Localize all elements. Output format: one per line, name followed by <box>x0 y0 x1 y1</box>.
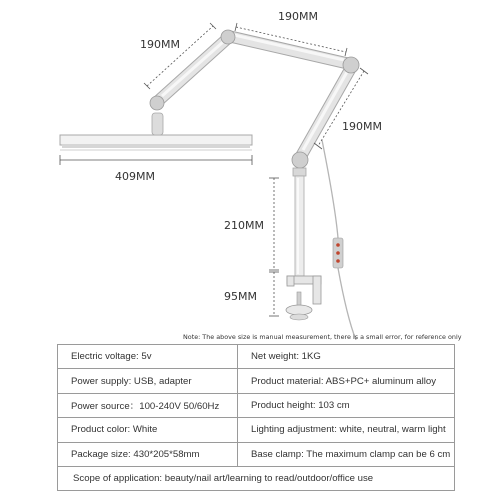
joint-top-right <box>343 57 359 73</box>
spec-package-size: Package size: 430*205*58mm <box>58 442 238 466</box>
dim-label-pole-height: 210MM <box>224 219 264 232</box>
spec-lighting-adjustment: Lighting adjustment: white, neutral, warm light <box>238 418 455 442</box>
lamp-neck <box>152 113 163 135</box>
dim-label-right-arm: 190MM <box>342 120 382 133</box>
spec-net-weight: Net weight: 1KG <box>238 345 455 369</box>
dim-label-lower-arm: 190MM <box>140 38 180 51</box>
table-row <box>58 418 455 442</box>
spec-base-clamp: Base clamp: The maximum clamp can be 6 cm <box>238 442 455 466</box>
joint-top-left <box>221 30 235 44</box>
spec-power-supply: Power supply: USB, adapter <box>58 369 238 393</box>
joint-head <box>150 96 164 110</box>
lamp-head <box>60 135 252 150</box>
table-row <box>58 393 455 417</box>
table-row <box>58 345 455 369</box>
dim-label-top-arm: 190MM <box>278 10 318 23</box>
spec-scope-of-application: Scope of application: beauty/nail art/learning to read/outdoor/office use <box>58 466 455 490</box>
top-arm <box>228 35 350 64</box>
spec-product-height: Product height: 103 cm <box>238 393 455 417</box>
dim-label-base-width: 409MM <box>115 170 155 183</box>
table-row <box>58 369 455 393</box>
table-row <box>58 442 455 466</box>
spec-power-source: Power source：100-240V 50/60Hz <box>58 393 238 417</box>
spec-product-color: Product color: White <box>58 418 238 442</box>
dim-label-clamp-height: 95MM <box>224 290 257 303</box>
pole <box>293 168 306 276</box>
inline-switch <box>333 238 343 268</box>
joint-pole <box>292 152 308 168</box>
measurement-note: Note: The above size is manual measurement, there is a small error, for reference only <box>183 333 462 341</box>
dimension-lines <box>60 23 368 316</box>
spec-product-material: Product material: ABS+PC+ aluminum alloy <box>238 369 455 393</box>
spec-table <box>57 344 455 491</box>
base-clamp <box>286 276 321 320</box>
right-arm <box>300 66 352 158</box>
table-row <box>58 466 455 490</box>
spec-electric-voltage: Electric voltage: 5v <box>58 345 238 369</box>
